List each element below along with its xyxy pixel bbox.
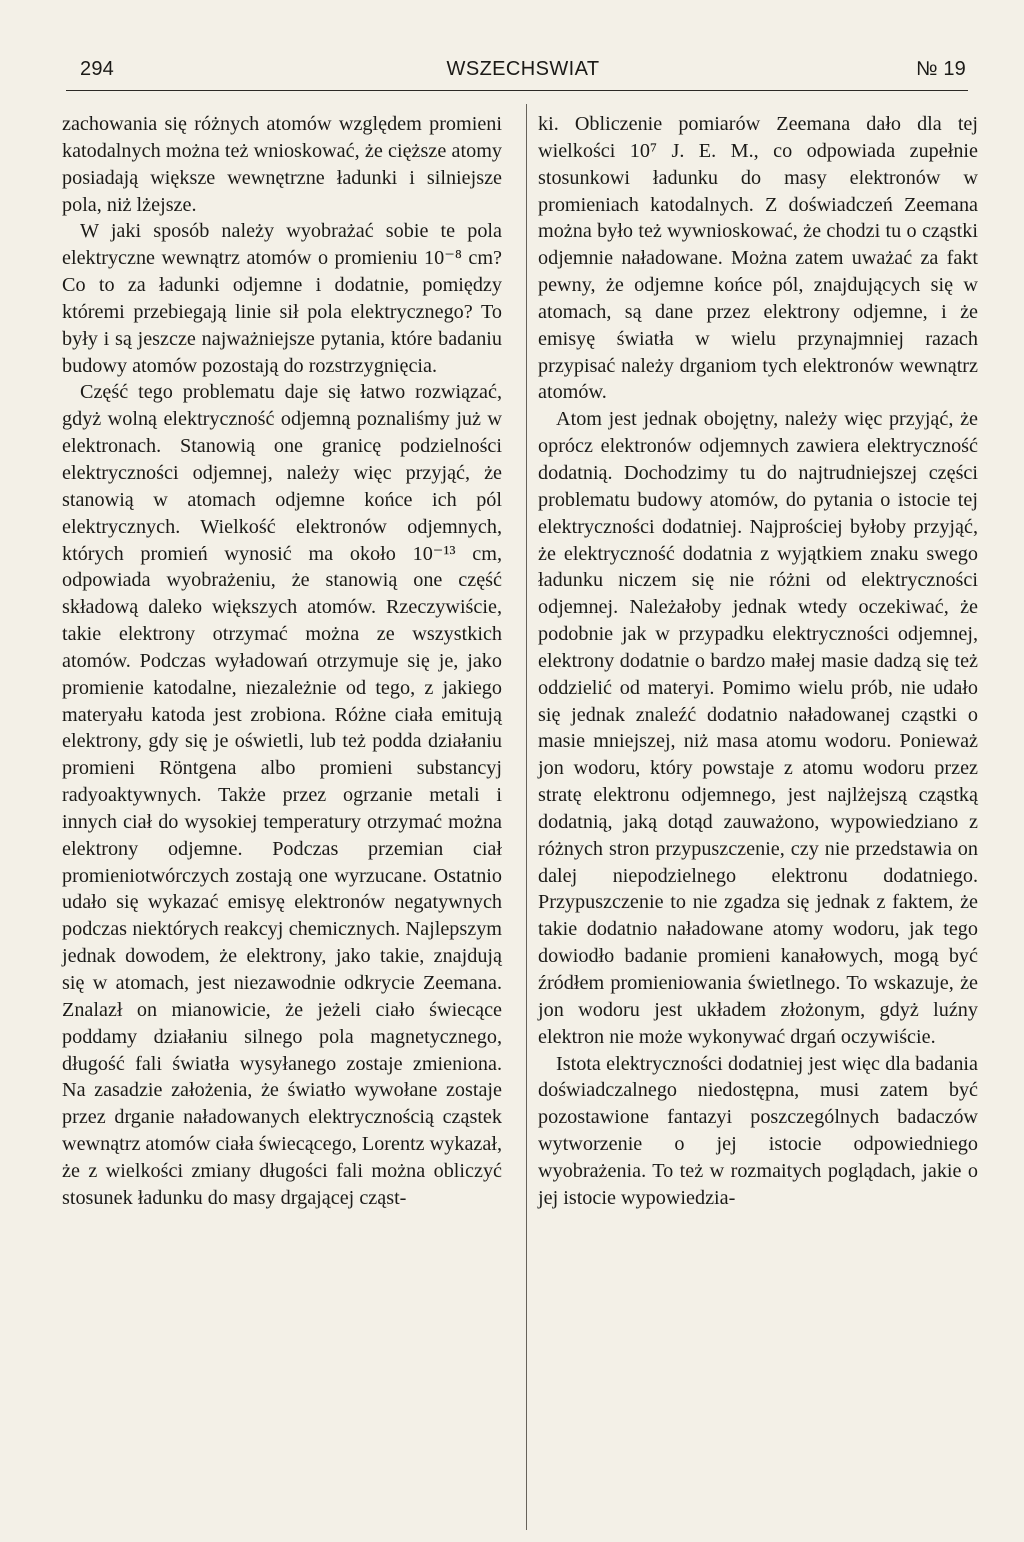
left-paragraph-1: zachowania się różnych atomów względem promieni katodalnych można też wnioskować, że cięższe atomy posiadają większe wewnętrzne ładunki i silniejsze pola, niż lżejsze. [62, 113, 502, 216]
right-paragraph-2: Atom jest jednak obojętny, należy więc przyjąć, że oprócz elektronów odjemnych zawiera elektryczność dodatnią. Dochodzimy tu do najtrudniejszej części problematu budowy atomów, do pytania o istocie tej elektryczności dodatniej. Najprościej byłoby przyjąć, że elektryczność dodatnia z wyjątkiem znaku swego ładunku niczem się nie różni od elektryczności odjemnej. Należałoby jednak wtedy oczekiwać, że podobnie jak w przypadku elektryczności odjemnej, elektrony dodatnie o bardzo małej masie dadzą się też oddzielić od materyi. Pomimo wielu prób, nie udało się jednak znaleźć dodatnio naładowanej cząstki o masie mniejszej, niż masa atomu wodoru. Ponieważ jon wodoru, który powstaje z atomu wodoru przez stratę elektronu odjemnego, jest najlżejszą cząstką dodatnią, jaką dotąd zauważono, wypowiedziano z różnych stron przypuszczenie, czy nie przedstawia on dalej niepodzielnego elektronu dodatniego. Przypuszczenie to nie zgadza się jednak z faktem, że takie dodatnio naładowane atomy wodoru, jak tego dowiodło badanie promieni kanałowych, mogą być źródłem promieniowania świetlnego. To wskazuje, że jon wodoru jest układem złożonym, gdyż luźny elektron nie może wykonywać drgań oczywiście. [538, 408, 978, 1048]
column-divider [526, 104, 527, 1530]
left-paragraph-2: W jaki sposób należy wyobrażać sobie te pola elektryczne wewnątrz atomów o promieniu 10⁻⁸ cm? Co to za ładunki odjemne i dodatnie, pomiędzy któremi przebiegają linie sił pola elektrycznego? To były i są jeszcze najważniejsze pytania, które badaniu budowy atomów pozostają do rozstrzygnięcia. [62, 220, 502, 377]
left-paragraph-3: Część tego problematu daje się łatwo rozwiązać, gdyż wolną elektryczność odjemną poznaliśmy już w elektronach. Stanowią one granicę podzielności elektryczności odjemnej, należy więc przyjąć, że stanowią w atomach odjemne końce ich pól elektrycznych. Wielkość elektronów odjemnych, których promień wynosić ma około 10⁻¹³ cm, odpowiada wyobrażeniu, że stanowią one część składową daleko większych atomów. Rzeczywiście, takie elektrony otrzymać można ze wszystkich atomów. Podczas wyładowań otrzymuje się je, jako promienie katodalne, niezależnie od tego, z jakiego materyału katoda jest zrobiona. Różne ciała emitują elektrony, gdy się je oświetli, lub też podda działaniu promieni Röntgena albo promieni substancyj radyoaktywnych. Także przez ogrzanie metali i innych ciał do wysokiej temperatury otrzymać można elektrony odjemne. Podczas przemian ciał promieniotwórczych zostają one wyrzucane. Ostatnio udało się wykazać emisyę elektronów negatywnych podczas niektórych reakcyj chemicznych. Najlepszym jednak dowodem, że elektrony, jako takie, znajdują się w atomach, jest niezawodnie odkrycie Zeemana. Znalazł on mianowicie, że jeżeli ciało świecące poddamy działaniu silnego pola magnetycznego, długość fali światła wysyłanego zostaje zmieniona. Na zasadzie założenia, że światło wywołane zostaje przez drganie naładowanych elektrycznością cząstek wewnątrz atomów ciała świecącego, Lorentz wykazał, że z wielkości zmiany długości fali można obliczyć stosunek ładunku do masy drgającej cząst- [62, 381, 502, 1209]
right-paragraph-3: Istota elektryczności dodatniej jest więc dla badania doświadczalnego niedostępna, musi zatem być pozostawione fantazyi poszczególnych badaczów wytworzenie o jej istocie odpowiedniego wyobrażenia. To też w rozmaitych poglądach, jakie o jej istocie wypowiedzia- [538, 1052, 978, 1209]
header-rule [66, 90, 968, 91]
issue-number: № 19 [915, 58, 966, 80]
right-column [538, 111, 978, 1212]
journal-title: WSZECHSWIAT [446, 58, 600, 80]
left-column [62, 111, 502, 1212]
page-number: 294 [80, 58, 114, 80]
right-paragraph-1: ki. Obliczenie pomiarów Zeemana dało dla tej wielkości 10⁷ J. E. M., co odpowiada zupełnie stosunkowi ładunku do masy elektronów w promieniach katodalnych. Z doświadczeń Zeemana można było też wywnioskować, że chodzi tu o cząstki odjemnie naładowane. Można zatem uważać za fakt pewny, że odjemne końce pól, znajdujących się w atomach, są dane przez elektrony odjemne, i że emisyę światła w wielu przynajmniej razach przypisać należy drganiom tych elektronów wewnątrz atomów. [538, 113, 978, 404]
page-header [80, 58, 966, 86]
